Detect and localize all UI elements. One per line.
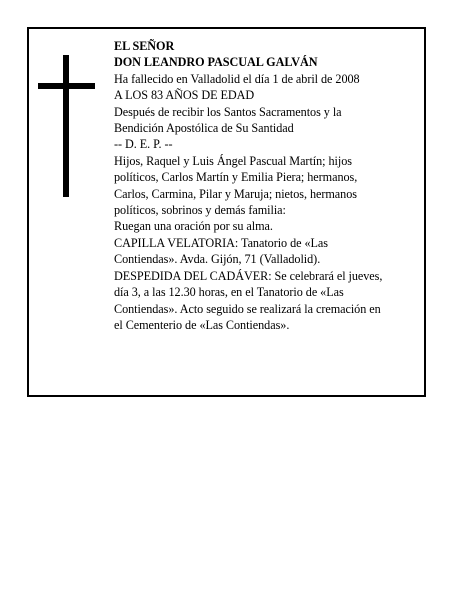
obituary-text-block bbox=[114, 38, 424, 333]
prayer-request: Ruegan una oración por su alma. bbox=[114, 219, 273, 234]
farewell-info: DESPEDIDA DEL CADÁVER: Se celebrará el jueves, día 3, a las 12.30 horas, en el Tanatorio de «Las Contiendas». Acto seguido se realizará la cremación en el Cementerio de «Las Contiendas». bbox=[114, 268, 383, 332]
cross-icon-crossbar bbox=[38, 83, 95, 89]
rip-line: -- D. E. P. -- bbox=[114, 137, 173, 152]
notice-title: EL SEÑOR bbox=[114, 39, 175, 53]
cross-icon bbox=[63, 55, 69, 197]
chapel-info: CAPILLA VELATORIA: Tanatorio de «Las Contiendas». Avda. Gijón, 71 (Valladolid). bbox=[114, 235, 328, 267]
family-list: Hijos, Raquel y Luis Ángel Pascual Martín; hijos políticos, Carlos Martín y Emilia Piera; hermanos, Carlos, Carmina, Pilar y Maruja; nietos, hermanos políticos, sobrinos y demás familia: bbox=[114, 153, 358, 218]
age-line: A LOS 83 AÑOS DE EDAD bbox=[114, 88, 255, 103]
death-announcement: Ha fallecido en Valladolid el día 1 de abril de 2008 bbox=[114, 71, 360, 86]
sacraments-line: Después de recibir los Santos Sacramentos y la Bendición Apostólica de Su Santidad bbox=[114, 104, 342, 136]
deceased-name: DON LEANDRO PASCUAL GALVÁN bbox=[114, 55, 318, 70]
